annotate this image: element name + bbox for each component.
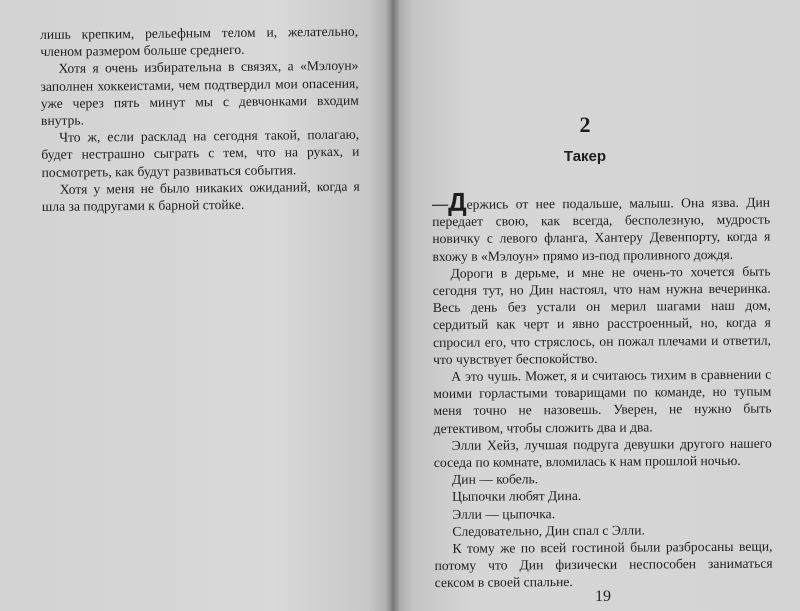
right-paragraph-5: Дин — кобель. — [451, 471, 539, 488]
left-paragraph-4: Хотя у меня не было никаких ожиданий, когда я шла за подругами к барной стойке. — [41, 178, 360, 215]
left-page-text — [40, 23, 360, 216]
right-paragraph-8: Следовательно, Дин спал с Элли. — [452, 522, 645, 539]
right-paragraph-2: Дороги в дерьме, и мне не очень-то хочется быть сегодня тут, но Дин настоял, что нам нужна вечеринка. Весь день без устали он мерил шагами наш дом, сердитый как черт и явно расстроенный, но, когда я спросил его, что стряслось, он пожал плечами и ответил, что чувствует беспокойство. — [432, 263, 772, 367]
page-number: 19 — [595, 588, 611, 605]
book-gutter — [386, 0, 400, 611]
chapter-number: 2 — [579, 112, 591, 137]
first-paragraph-text: ержись от нее подальше, малыш. Она язва. Дин передает свою, как всегда, бесполезную, мудрость новичку с левого фланга, Хантеру Девенпорту, когда я вхожу в «Мэлоун» прямо из-под проливного дождя. — [432, 194, 771, 264]
left-paragraph-1: лишь крепким, рельефным телом и, желательно, членом размером больше среднего. — [40, 23, 359, 60]
right-paragraph-3: А это чушь. Может, я и считаюсь тихим в сравнении с моими горластыми товарищами по команде, но тупым меня точно не назовешь. Уверен, не нужно быть детективом, чтобы сложить два и два. — [433, 366, 772, 436]
right-paragraph-4: Элли Хейз, лучшая подруга девушки другого нашего соседа по комнате, вломилась к нам прошлой ночью. — [433, 435, 772, 471]
left-paragraph-3: Что ж, если расклад на сегодня такой, полагаю, будет нестрашно сыграть с тем, что на руках, и посмотреть, как будут развиваться события. — [41, 126, 360, 180]
right-paragraph-1 — [432, 186, 771, 265]
right-paragraph-7: Элли — цыпочка. — [452, 505, 556, 522]
drop-cap: Д — [447, 186, 467, 217]
right-paragraph-9: К тому же по всей гостиной были разбросаны вещи, потому что Дин физически неспособен заниматься сексом в своей спальне. — [434, 538, 773, 591]
right-page-text — [432, 186, 773, 592]
left-paragraph-2: Хотя я очень избирательна в связях, а «Мэлоун» заполнен хоккеистами, чем подтвердил мои опасения, уже через пять минут мы с девчонками входим внутрь. — [40, 58, 359, 129]
right-paragraph-6: Цыпочки любят Дина. — [452, 488, 582, 505]
chapter-title: Такер — [563, 148, 607, 165]
opening-dash: — — [432, 195, 449, 213]
